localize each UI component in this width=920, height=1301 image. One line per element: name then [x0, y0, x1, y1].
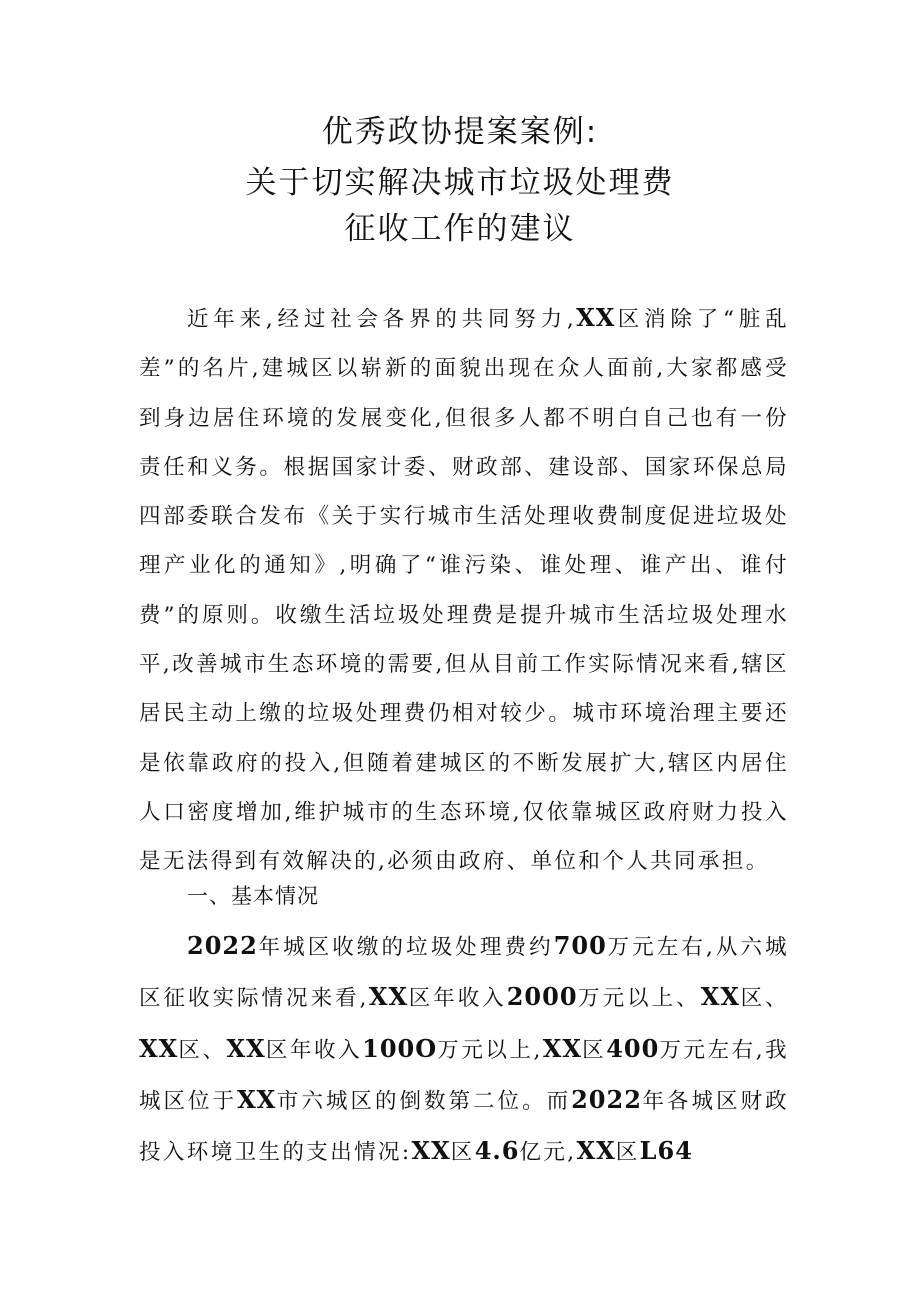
text-run: 区年收入	[265, 1037, 363, 1063]
bold-text-run: L64	[639, 1136, 693, 1166]
paragraph-intro	[139, 293, 789, 887]
bold-text-run: 4.6	[474, 1136, 520, 1166]
bold-text-run: XX	[576, 1136, 616, 1166]
bold-text-run: 2000	[506, 982, 578, 1012]
text-run: 市六城区的倒数第二位。而	[276, 1088, 572, 1114]
bold-text-run: XX	[237, 1084, 277, 1114]
bold-text-run: 400	[606, 1033, 660, 1063]
text-run: 区	[450, 1140, 475, 1166]
title-line-3: 征收工作的建议	[344, 211, 576, 247]
bold-text-run: XX	[226, 1033, 266, 1063]
text-run: 区、	[178, 1037, 227, 1063]
title-line-1: 优秀政协提案案例:	[321, 114, 599, 150]
bold-text-run: XX	[368, 982, 409, 1012]
paragraph-basic-situation	[139, 921, 789, 1177]
bold-text-run: XX	[542, 1033, 583, 1063]
text-run: 亿元,	[519, 1140, 577, 1166]
text-run: 万元左右,从六城区征收实际情况来看,	[139, 935, 789, 1012]
text-run: 万元左右,我城区位于	[139, 1037, 789, 1114]
bold-text-run: XX	[411, 1136, 451, 1166]
bold-text-run: 700	[553, 931, 607, 960]
text-run: 年城区收缴的垃圾处理费约	[257, 935, 554, 960]
text-run: 万元以上、	[577, 986, 701, 1012]
text-run: 年各城区财政投入环境卫生的支出情况:	[139, 1088, 789, 1166]
text-run: 区年收入	[408, 986, 507, 1012]
bold-text-run: 2022	[571, 1084, 642, 1114]
bold-text-run: 2022	[187, 931, 258, 960]
text-run: 区消除了“脏乱差”的名片,建城区以崭新的面貌出现在众人面前,大家都感受到身边居住环境的发展变化,但很多人都不明白自己也有一份责任和义务。根据国家计委、财政部、建设部、国家环保总局四部委联合发布《关于实行城市生活处理收费制度促进垃圾处理产业化的通知》,明确了“谁污染、谁处理、谁产出、谁付费”的原则。收缴生活垃圾处理费是提升城市生活垃圾处理水平,改善城市生态环境的需要,但从目前工作实际情况来看,辖区居民主动上缴的垃圾处理费仍相对较少。城市环境治理主要还是依靠政府的投入,但随着建城区的不断发展扩大,辖区内居住人口密度增加,维护城市的生态环境,仅依靠城区政府财力投入是无法得到有效解决的,必须由政府、单位和个人共同承担。	[139, 307, 789, 875]
section-heading: 一、基本情况	[187, 884, 319, 908]
title-line-2: 关于切实解决城市垃圾处理费	[245, 165, 675, 201]
text-run: 万元以上,	[437, 1037, 543, 1063]
bold-text-run: XX	[576, 303, 616, 332]
bold-text-run: 100O	[362, 1033, 438, 1063]
bold-text-run: XX	[700, 982, 740, 1012]
text-run: 区	[582, 1037, 607, 1063]
text-run: 区	[615, 1140, 640, 1166]
text-run: 近年来,经过社会各界的共同努力,	[187, 307, 577, 332]
text-run: 区、	[739, 986, 789, 1012]
bold-text-run: XX	[139, 1033, 179, 1063]
